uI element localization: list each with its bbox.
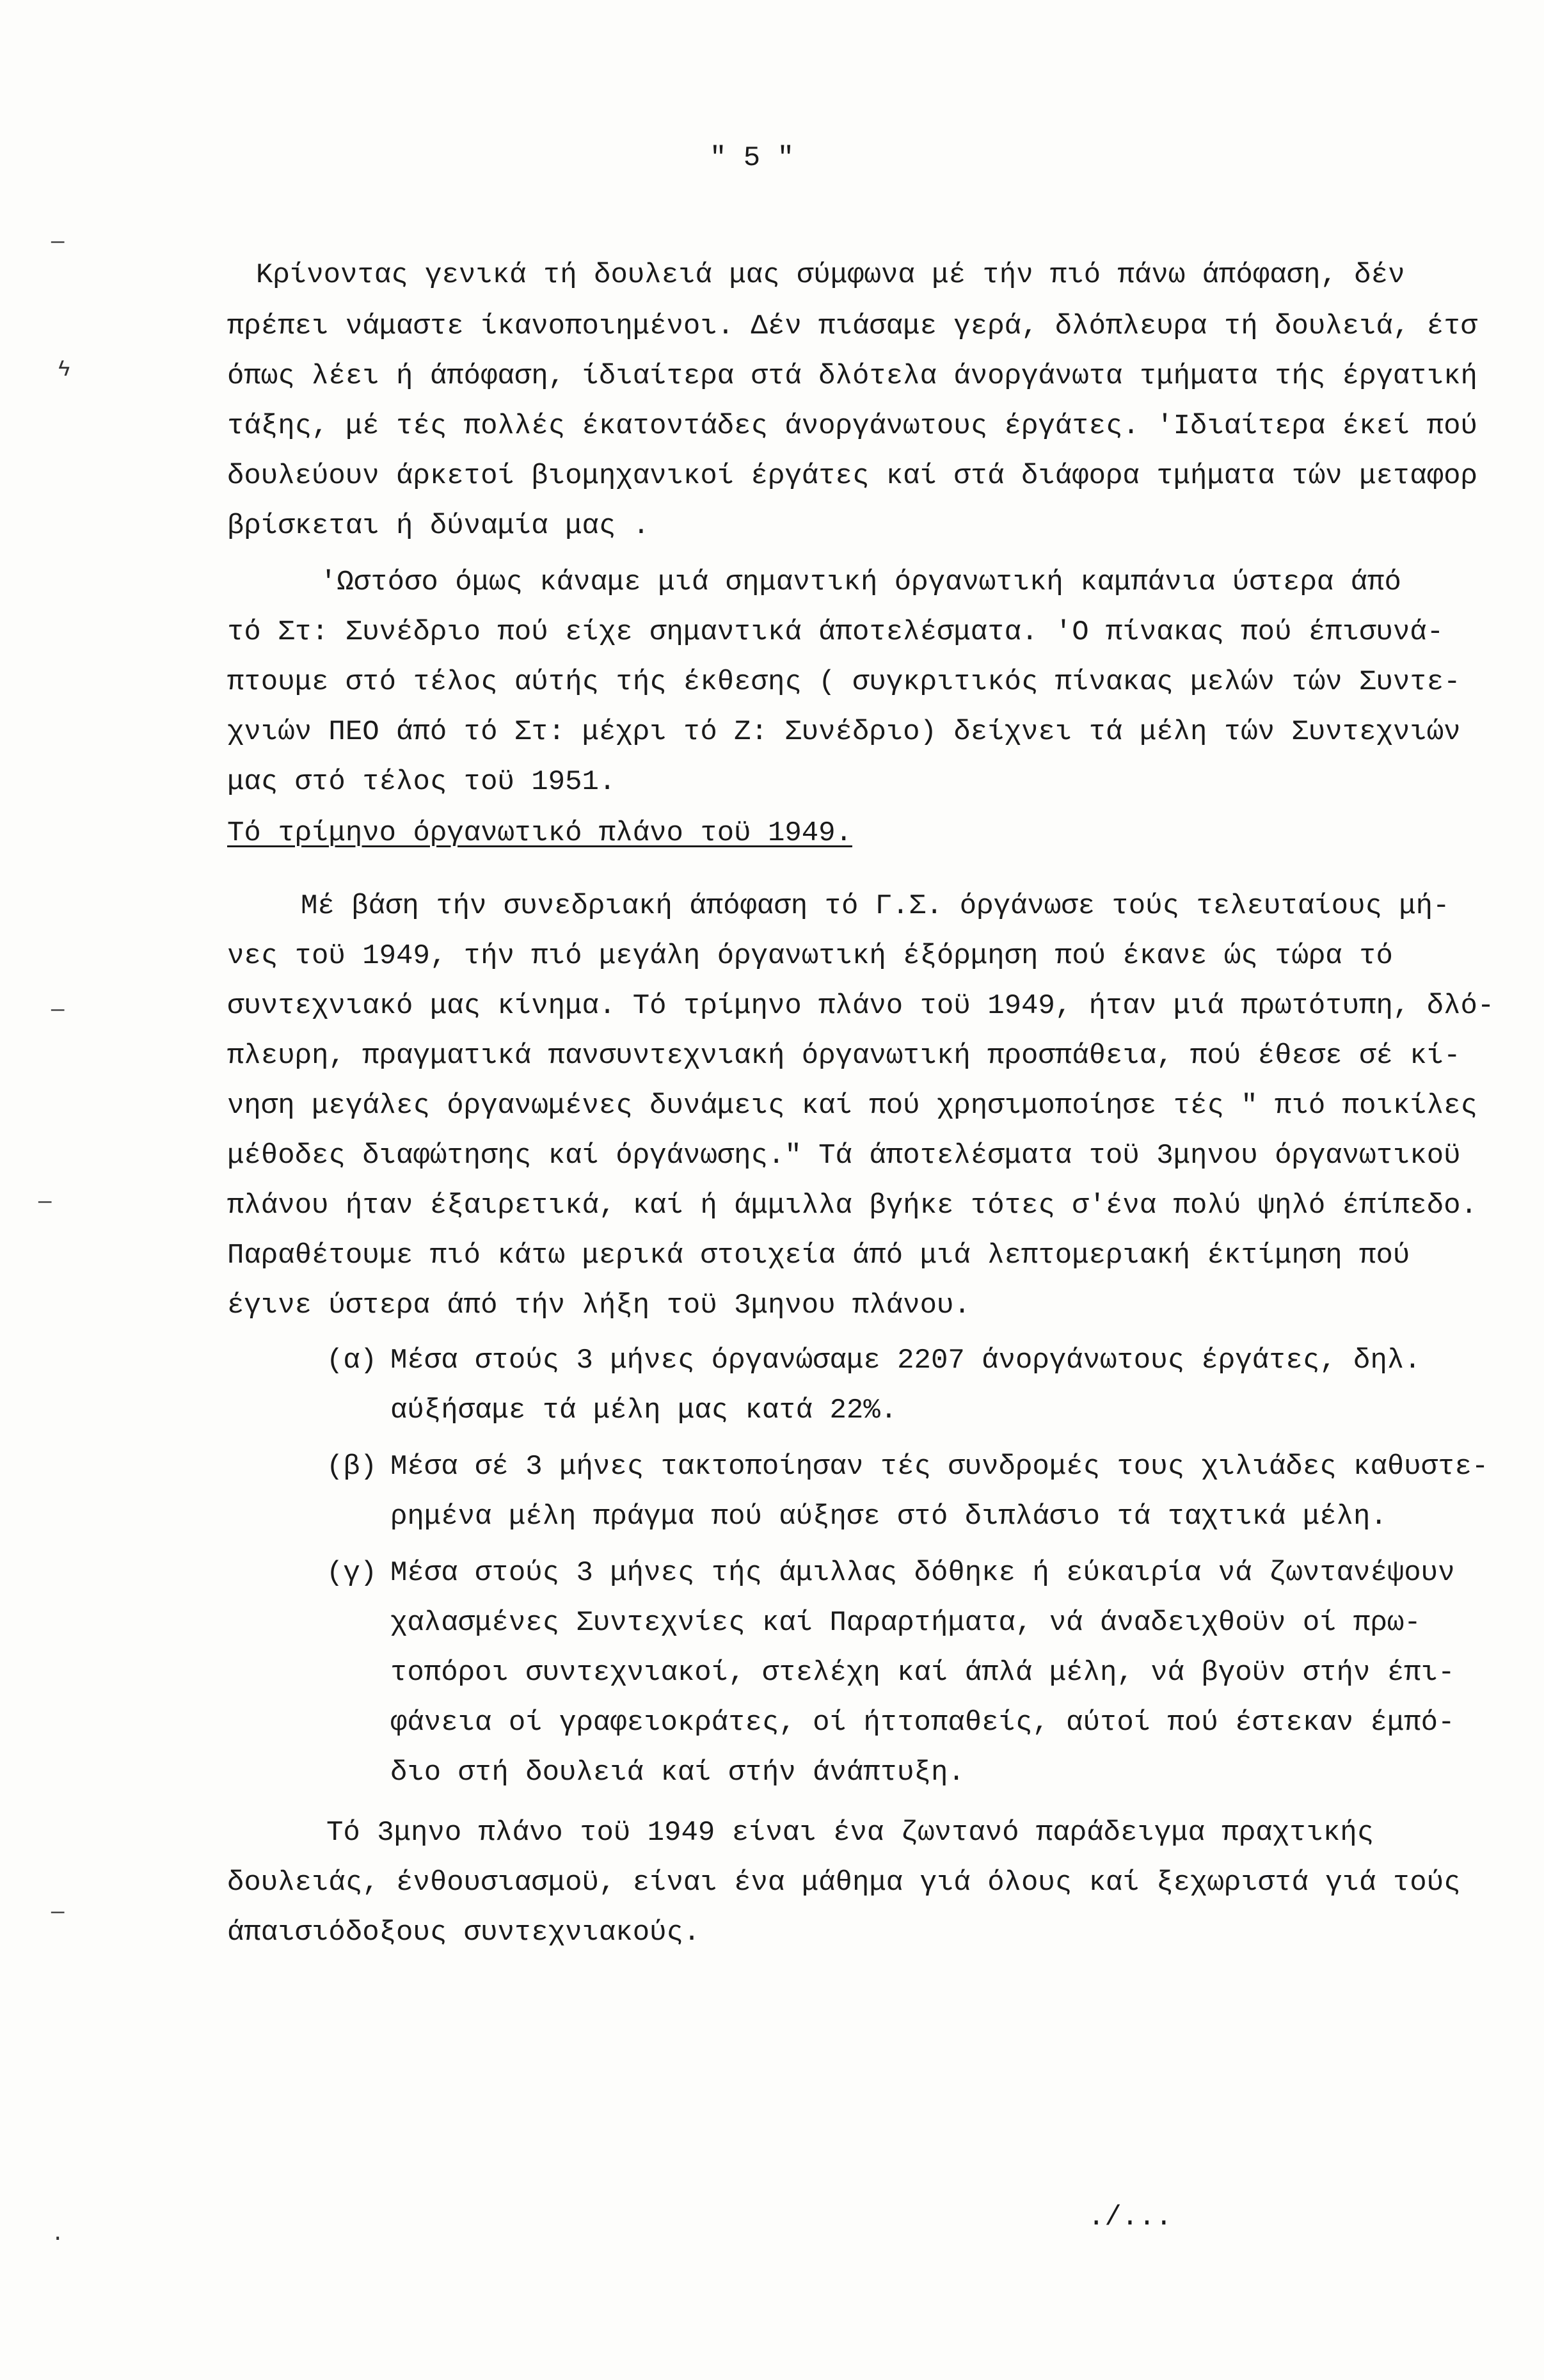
page-number: " 5 " xyxy=(709,142,795,174)
paragraph3-line: πλευρη, πραγματικά πανσυντεχνιακή όργανωτική προσπάθεια, πού έθεσε σέ κί- xyxy=(227,1040,1461,1072)
paragraph2-line: μας στό τέλος τοϋ 1951. xyxy=(227,766,616,798)
paragraph1-line: πρέπει νάμαστε ίκανοποιημένοι. Δέν πιάσαμε γερά, δλόπλευρα τή δουλειά, έτσ xyxy=(227,310,1477,342)
margin-dash-mark: · xyxy=(51,2227,65,2251)
paragraph2-line: πτουμε στό τέλος αύτής τής έκθεσης ( συγκριτικός πίνακας μελών τών Συντε- xyxy=(227,666,1461,698)
list-item-line: ρημένα μέλη πράγμα πού αύξησε στό διπλάσιο τά ταχτικά μέλη. xyxy=(390,1501,1387,1533)
list-item-line: Μέσα σέ 3 μήνες τακτοποίησαν τές συνδρομές τους χιλιάδες καθυστε- xyxy=(390,1451,1489,1483)
list-item-label: (α) xyxy=(326,1345,378,1377)
section-heading: Τό τρίμηνο όργανωτικό πλάνο τοϋ 1949. xyxy=(227,817,852,849)
paragraph3-line: έγινε ύστερα άπό τήν λήξη τοϋ 3μηνου πλάνου. xyxy=(227,1290,971,1322)
paragraph3-line: Μέ βάση τήν συνεδριακή άπόφαση τό Γ.Σ. όργάνωσε τούς τελευταίους μή- xyxy=(301,890,1450,922)
continuation-mark: ./... xyxy=(1088,2201,1173,2233)
paragraph1-line: Κρίνοντας γενικά τή δουλειά μας σύμφωνα μέ τήν πιό πάνω άπόφαση, δέν xyxy=(256,259,1405,291)
margin-dash-mark: — xyxy=(38,1190,52,1215)
paragraph1-line: όπως λέει ή άπόφαση, ίδιαίτερα στά δλότελα άνοργάνωτα τμήματα τής έργατική xyxy=(227,360,1477,392)
margin-dash-mark: — xyxy=(51,1901,65,1925)
closing-line: άπαισιόδοξους συντεχνιακούς. xyxy=(227,1917,701,1949)
paragraph3-line: Παραθέτουμε πιό κάτω μερικά στοιχεία άπό μιά λεπτομεριακή έκτίμηση πού xyxy=(227,1240,1410,1272)
paragraph2-line: χνιών ΠΕΟ άπό τό Στ: μέχρι τό Ζ: Συνέδριο) δείχνει τά μέλη τών Συντεχνιών xyxy=(227,716,1461,748)
paragraph3-line: μέθοδες διαφώτησης καί όργάνωσης." Τά άποτελέσματα τοϋ 3μηνου όργανωτικοϋ xyxy=(227,1140,1461,1172)
list-item-label: (β) xyxy=(326,1451,378,1483)
paragraph2-line: τό Στ: Συνέδριο πού είχε σημαντικά άποτελέσματα. 'Ο πίνακας πού έπισυνά- xyxy=(227,616,1444,648)
paragraph2-line: 'Ωστόσο όμως κάναμε μιά σημαντική όργανωτική καμπάνια ύστερα άπό xyxy=(320,566,1401,598)
closing-line: Τό 3μηνο πλάνο τοϋ 1949 είναι ένα ζωντανό παράδειγμα πραχτικής xyxy=(326,1817,1374,1849)
list-item-line: Μέσα στούς 3 μήνες όργανώσαμε 2207 άνοργάνωτους έργάτες, δηλ. xyxy=(390,1345,1421,1377)
list-item-line: Μέσα στούς 3 μήνες τής άμιλλας δόθηκε ή εύκαιρία νά ζωντανέψουν xyxy=(390,1557,1455,1589)
closing-line: δουλειάς, ένθουσιασμοϋ, είναι ένα μάθημα γιά όλους καί ξεχωριστά γιά τούς xyxy=(227,1867,1461,1899)
list-item-label: (γ) xyxy=(326,1557,378,1589)
paragraph1-line: βρίσκεται ή δύναμία μας . xyxy=(227,510,650,542)
margin-tick-mark: ϟ xyxy=(58,358,71,383)
paragraph3-line: νες τοϋ 1949, τήν πιό μεγάλη όργανωτική έξόρμηση πού έκανε ώς τώρα τό xyxy=(227,940,1393,972)
list-item-line: αύξήσαμε τά μέλη μας κατά 22%. xyxy=(390,1394,898,1426)
list-item-line: διο στή δουλειά καί στήν άνάπτυξη. xyxy=(390,1757,965,1789)
paragraph3-line: πλάνου ήταν έξαιρετικά, καί ή άμμιλλα βγήκε τότες σ'ένα πολύ ψηλό έπίπεδο. xyxy=(227,1190,1477,1222)
paragraph1-line: τάξης, μέ τές πολλές έκατοντάδες άνοργάνωτους έργάτες. 'Ιδιαίτερα έκεί πού xyxy=(227,410,1477,442)
paragraph1-line: δουλεύουν άρκετοί βιομηχανικοί έργάτες καί στά διάφορα τμήματα τών μεταφορ xyxy=(227,460,1477,492)
list-item-line: χαλασμένες Συντεχνίες καί Παραρτήματα, νά άναδειχθοϋν οί πρω- xyxy=(390,1607,1421,1639)
paragraph3-line: νηση μεγάλες όργανωμένες δυνάμεις καί πού χρησιμοποίησε τές " πιό ποικίλες xyxy=(227,1090,1477,1122)
list-item-line: τοπόροι συντεχνιακοί, στελέχη καί άπλά μέλη, νά βγοϋν στήν έπι- xyxy=(390,1657,1455,1689)
margin-dash-mark: — xyxy=(51,998,65,1023)
list-item-line: φάνεια οί γραφειοκράτες, οί ήττοπαθείς, αύτοί πού έστεκαν έμπό- xyxy=(390,1707,1455,1739)
margin-dash-mark: — xyxy=(51,230,65,255)
paragraph3-line: συντεχνιακό μας κίνημα. Τό τρίμηνο πλάνο τοϋ 1949, ήταν μιά πρωτότυπη, δλό- xyxy=(227,990,1495,1022)
